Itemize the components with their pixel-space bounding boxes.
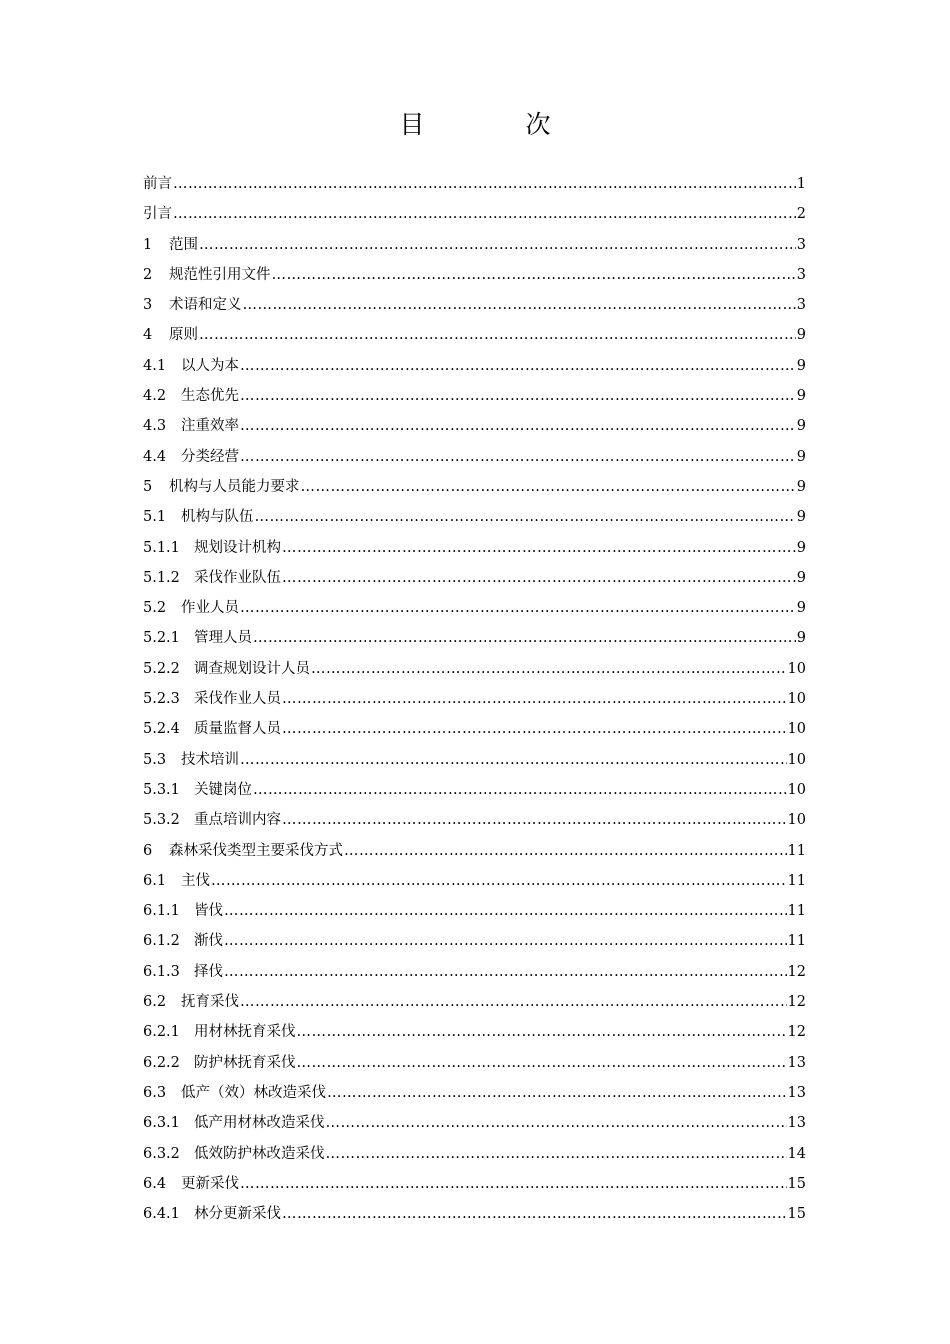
toc-entry[interactable]: [143, 1139, 806, 1169]
toc-entry-page-number: 10: [787, 660, 806, 677]
toc-entry-label: 引言: [143, 206, 172, 223]
toc-entry-label: 以人为本: [181, 357, 239, 374]
toc-entry-number: 6.2: [143, 994, 167, 1011]
toc-dot-leader: [243, 290, 796, 320]
toc-entry[interactable]: [143, 411, 806, 441]
toc-dot-leader: [253, 775, 787, 805]
toc-entry-number: 6.1: [143, 872, 167, 889]
toc-entry-label: 技术培训: [181, 751, 239, 768]
toc-entry[interactable]: [143, 169, 806, 199]
toc-entry-label: 调查规划设计人员: [194, 660, 310, 677]
toc-entry-page-number: 11: [787, 933, 806, 950]
toc-entry-page-number: 14: [787, 1145, 806, 1162]
toc-dot-leader: [344, 836, 787, 866]
toc-entry-number: 4.1: [143, 357, 167, 374]
toc-entry-label: 术语和定义: [169, 297, 242, 314]
toc-dot-leader: [224, 957, 787, 987]
toc-entry-number: 6.4.1: [143, 1206, 180, 1223]
toc-entry[interactable]: [143, 1199, 806, 1229]
toc-entry-number: 5: [143, 478, 153, 495]
toc-dot-leader: [311, 654, 787, 684]
toc-entry-label: 采伐作业队伍: [194, 569, 281, 586]
toc-entry-number: 6.3: [143, 1084, 167, 1101]
toc-entry-label: 质量监督人员: [194, 721, 281, 738]
toc-entry-label: 关键岗位: [194, 781, 252, 798]
toc-entry-page-number: 9: [796, 388, 806, 405]
toc-entry-page-number: 9: [796, 418, 806, 435]
toc-entry-number: 5.3: [143, 751, 167, 768]
toc-dot-leader: [282, 1199, 787, 1229]
toc-entry-number: 3: [143, 297, 153, 314]
toc-entry-number: 5.2.1: [143, 630, 180, 647]
toc-entry-page-number: 10: [787, 691, 806, 708]
toc-entry-page-number: 9: [796, 357, 806, 374]
toc-entry-number: 5.2: [143, 600, 167, 617]
toc-entry-label: 皆伐: [194, 903, 223, 920]
toc-entry-page-number: 10: [787, 781, 806, 798]
toc-dot-leader: [282, 714, 787, 744]
toc-entry-page-number: 9: [796, 539, 806, 556]
toc-entry[interactable]: [143, 472, 806, 502]
toc-dot-leader: [240, 987, 787, 1017]
toc-dot-leader: [282, 684, 787, 714]
toc-dot-leader: [297, 1017, 787, 1047]
toc-dot-leader: [282, 563, 796, 593]
toc-entry-label: 规范性引用文件: [169, 266, 271, 283]
toc-dot-leader: [240, 411, 796, 441]
toc-entry[interactable]: [143, 381, 806, 411]
toc-entry-number: 2: [143, 266, 153, 283]
toc-entry-label: 作业人员: [181, 600, 239, 617]
toc-entry-number: 6.1.1: [143, 903, 180, 920]
toc-entry[interactable]: [143, 442, 806, 472]
toc-entry-label: 用材林抚育采伐: [194, 1024, 296, 1041]
toc-entry-page-number: 10: [787, 751, 806, 768]
toc-dot-leader: [240, 745, 787, 775]
toc-entry-page-number: 9: [796, 478, 806, 495]
toc-dot-leader: [240, 442, 796, 472]
toc-entry[interactable]: [143, 260, 806, 290]
toc-entry-number: 5.3.1: [143, 781, 180, 798]
toc-dot-leader: [240, 1169, 787, 1199]
toc-entry-label: 分类经营: [181, 448, 239, 465]
toc-entry-number: 4.4: [143, 448, 167, 465]
toc-entry[interactable]: [143, 199, 806, 229]
toc-entry-page-number: 12: [787, 994, 806, 1011]
toc-entry[interactable]: [143, 896, 806, 926]
toc-dot-leader: [199, 320, 796, 350]
toc-entry-label: 原则: [169, 327, 198, 344]
toc-entry-number: 4.2: [143, 388, 167, 405]
toc-entry-page-number: 3: [796, 236, 806, 253]
toc-entry-number: 5.2.3: [143, 691, 180, 708]
toc-entry-page-number: 12: [787, 963, 806, 980]
toc-dot-leader: [326, 1139, 787, 1169]
toc-entry-page-number: 3: [796, 266, 806, 283]
toc-entry-page-number: 11: [787, 842, 806, 859]
toc-entry-number: 5.1.2: [143, 569, 180, 586]
toc-dot-leader: [211, 866, 787, 896]
toc-entry-number: 6.2.1: [143, 1024, 180, 1041]
toc-entry-number: 6.1.2: [143, 933, 180, 950]
toc-entry-page-number: 13: [787, 1084, 806, 1101]
toc-entry-number: 6.4: [143, 1175, 167, 1192]
toc-entry-number: 5.2.4: [143, 721, 180, 738]
toc-entry-label: 重点培训内容: [194, 812, 281, 829]
toc-dot-leader: [240, 381, 796, 411]
toc-entry-label: 防护林抚育采伐: [194, 1054, 296, 1071]
toc-entry-number: 6.2.2: [143, 1054, 180, 1071]
toc-dot-leader: [173, 169, 796, 199]
toc-entry-number: 5.2.2: [143, 660, 180, 677]
toc-entry-number: 5.1.1: [143, 539, 180, 556]
toc-dot-leader: [224, 926, 787, 956]
toc-entry[interactable]: [143, 351, 806, 381]
toc-entry-label: 抚育采伐: [181, 994, 239, 1011]
toc-entry[interactable]: [143, 836, 806, 866]
toc-dot-leader: [327, 1078, 787, 1108]
toc-entry-label: 管理人员: [194, 630, 252, 647]
toc-entry-page-number: 2: [796, 206, 806, 223]
page-title: 目 次: [399, 110, 589, 139]
toc-entry-label: 机构与人员能力要求: [169, 478, 300, 495]
toc-entry[interactable]: [143, 1017, 806, 1047]
toc-entry[interactable]: [143, 775, 806, 805]
toc-entry-page-number: 13: [787, 1115, 806, 1132]
toc-entry[interactable]: [143, 957, 806, 987]
toc-dot-leader: [224, 896, 787, 926]
toc-dot-leader: [173, 199, 796, 229]
toc-dot-leader: [282, 805, 787, 835]
toc-entry[interactable]: [143, 987, 806, 1017]
toc-entry-page-number: 11: [787, 903, 806, 920]
toc-dot-leader: [255, 502, 796, 532]
toc-entry-page-number: 15: [787, 1175, 806, 1192]
toc-entry-label: 主伐: [181, 872, 210, 889]
toc-entry-page-number: 10: [787, 721, 806, 738]
toc-dot-leader: [240, 593, 796, 623]
toc-entry-page-number: 10: [787, 812, 806, 829]
toc-entry-label: 低产用材林改造采伐: [194, 1115, 325, 1132]
toc-entry-label: 生态优先: [181, 388, 239, 405]
toc-entry[interactable]: [143, 684, 806, 714]
toc-entry[interactable]: [143, 714, 806, 744]
toc-entry-page-number: 9: [796, 600, 806, 617]
toc-entry-label: 渐伐: [194, 933, 223, 950]
toc-entry-number: 1: [143, 236, 153, 253]
toc-entry-page-number: 15: [787, 1206, 806, 1223]
toc-entry-number: 6: [143, 842, 153, 859]
toc-entry-label: 机构与队伍: [181, 509, 254, 526]
toc-entry-label: 范围: [169, 236, 198, 253]
toc-entry-number: 6.3.1: [143, 1115, 180, 1132]
toc-entry-number: 5.3.2: [143, 812, 180, 829]
toc-entry-page-number: 9: [796, 509, 806, 526]
toc-entry-label: 森林采伐类型主要采伐方式: [169, 842, 343, 859]
toc-entry-label: 更新采伐: [181, 1175, 239, 1192]
toc-entry[interactable]: [143, 593, 806, 623]
toc-dot-leader: [272, 260, 796, 290]
toc-entry-label: 择伐: [194, 963, 223, 980]
toc-dot-leader: [240, 351, 796, 381]
toc-entry-page-number: 9: [796, 327, 806, 344]
toc-entry[interactable]: [143, 623, 806, 653]
toc-dot-leader: [297, 1048, 787, 1078]
toc-entry-label: 采伐作业人员: [194, 691, 281, 708]
toc-entry[interactable]: [143, 926, 806, 956]
toc-dot-leader: [326, 1108, 787, 1138]
toc-entry-label: 注重效率: [181, 418, 239, 435]
toc-entry-label: 林分更新采伐: [194, 1206, 281, 1223]
toc-entry[interactable]: [143, 320, 806, 350]
toc-entry-number: 6.1.3: [143, 963, 180, 980]
table-of-contents: [143, 169, 806, 1229]
toc-entry[interactable]: [143, 1108, 806, 1138]
toc-entry[interactable]: [143, 1048, 806, 1078]
toc-entry-label: 低效防护林改造采伐: [194, 1145, 325, 1162]
toc-dot-leader: [301, 472, 796, 502]
toc-entry-number: 5.1: [143, 509, 167, 526]
toc-entry-page-number: 13: [787, 1054, 806, 1071]
toc-entry-label: 低产（效）林改造采伐: [181, 1084, 326, 1101]
toc-entry[interactable]: [143, 533, 806, 563]
toc-entry[interactable]: [143, 230, 806, 260]
toc-entry[interactable]: [143, 654, 806, 684]
toc-entry[interactable]: [143, 290, 806, 320]
toc-entry[interactable]: [143, 502, 806, 532]
toc-entry-page-number: 9: [796, 569, 806, 586]
toc-dot-leader: [199, 230, 796, 260]
toc-entry-page-number: 9: [796, 448, 806, 465]
toc-entry-page-number: 3: [796, 297, 806, 314]
toc-entry-page-number: 9: [796, 630, 806, 647]
toc-entry-number: 4.3: [143, 418, 167, 435]
toc-entry-label: 前言: [143, 176, 172, 192]
toc-entry-page-number: 12: [787, 1024, 806, 1041]
toc-entry-page-number: 11: [787, 872, 806, 889]
toc-dot-leader: [282, 533, 796, 563]
toc-entry-number: 6.3.2: [143, 1145, 180, 1162]
toc-entry[interactable]: [143, 866, 806, 896]
toc-dot-leader: [253, 623, 796, 653]
toc-entry[interactable]: [143, 1169, 806, 1199]
toc-entry[interactable]: [143, 805, 806, 835]
toc-entry[interactable]: [143, 745, 806, 775]
toc-entry[interactable]: [143, 1078, 806, 1108]
toc-entry[interactable]: [143, 563, 806, 593]
toc-entry-number: 4: [143, 327, 153, 344]
toc-entry-page-number: 1: [796, 176, 806, 192]
toc-entry-label: 规划设计机构: [194, 539, 281, 556]
